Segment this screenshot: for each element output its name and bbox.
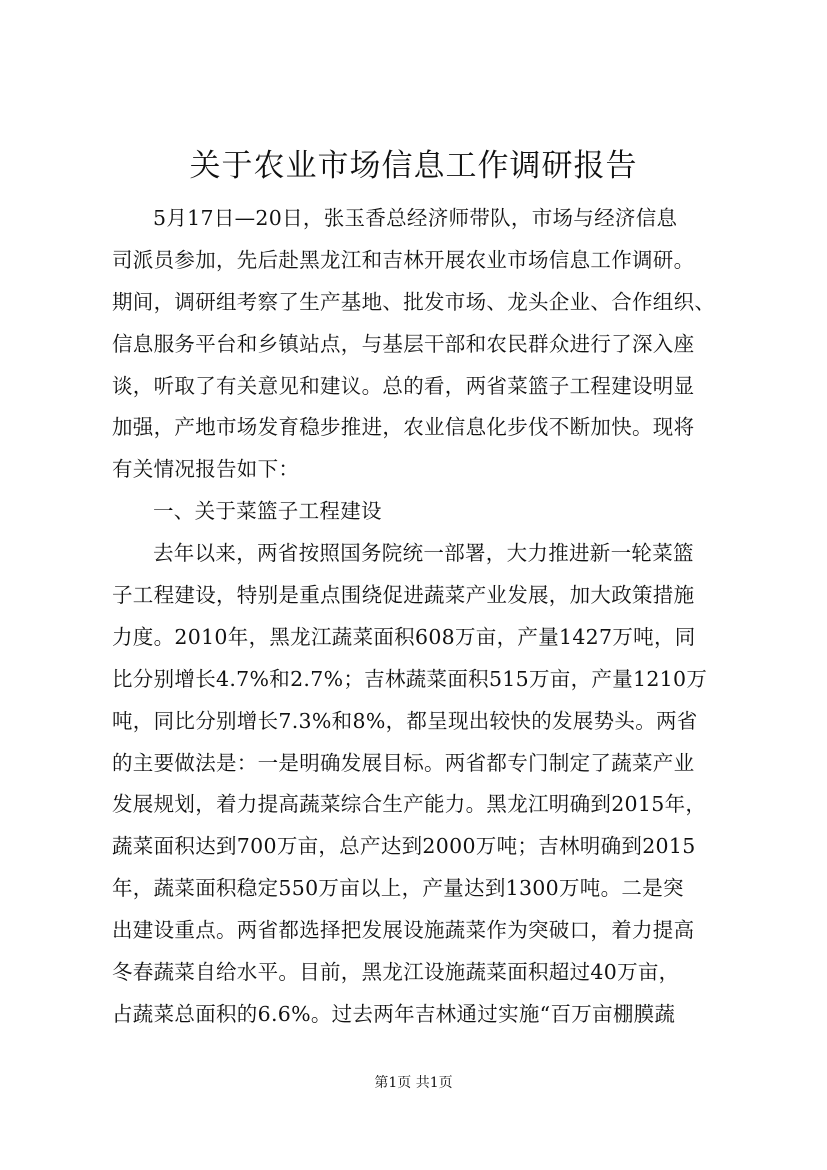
body-line: 出建设重点。两省都选择把发展设施蔬菜作为突破口，着力提高 (112, 918, 695, 943)
body-line: 信息服务平台和乡镇站点，与基层干部和农民群众进行了深入座 (112, 331, 695, 356)
body-line: 年，蔬菜面积稳定550万亩以上，产量达到1300万吨。二是突 (112, 876, 684, 901)
body-line: 期间，调研组考察了生产基地、批发市场、龙头企业、合作组织、 (112, 289, 716, 314)
section-heading: 一、关于菜篮子工程建设 (153, 499, 382, 524)
page-number-footer: 第1页 共1页 (374, 1075, 453, 1091)
document-title: 关于农业市场信息工作调研报告 (189, 148, 638, 184)
body-line: 力度。2010年，黑龙江蔬菜面积608万亩，产量1427万吨，同 (112, 624, 696, 649)
body-line: 发展规划，着力提高蔬菜综合生产能力。黑龙江明确到2015年， (112, 792, 707, 817)
body-line: 比分别增长4.7%和2.7%；吉林蔬菜面积515万亩，产量1210万 (112, 666, 708, 691)
body-line: 子工程建设，特别是重点围绕促进蔬菜产业发展，加大政策措施 (112, 583, 695, 608)
body-line: 5月17日—20日，张玉香总经济师带队，市场与经济信息 (153, 206, 678, 230)
body-line: 占蔬菜总面积的6.6%。过去两年吉林通过实施“百万亩棚膜蔬 (112, 1001, 676, 1026)
body-line: 加强，产地市场发育稳步推进，农业信息化步伐不断加快。现将 (112, 415, 695, 440)
body-line: 司派员参加，先后赴黑龙江和吉林开展农业市场信息工作调研。 (112, 247, 695, 272)
body-line: 吨，同比分别增长7.3%和8%，都呈现出较快的发展势头。两省 (112, 708, 698, 733)
body-line: 的主要做法是：一是明确发展目标。两省都专门制定了蔬菜产业 (112, 750, 695, 775)
body-line: 冬春蔬菜自给水平。目前，黑龙江设施蔬菜面积超过40万亩， (112, 960, 680, 985)
document-body (112, 198, 752, 1036)
body-line: 有关情况报告如下： (112, 457, 300, 482)
body-line: 谈，听取了有关意见和建议。总的看，两省菜篮子工程建设明显 (112, 373, 695, 398)
body-line: 蔬菜面积达到700万亩，总产达到2000万吨；吉林明确到2015 (112, 834, 696, 859)
body-line: 去年以来，两省按照国务院统一部署，大力推进新一轮菜篮 (153, 541, 694, 566)
